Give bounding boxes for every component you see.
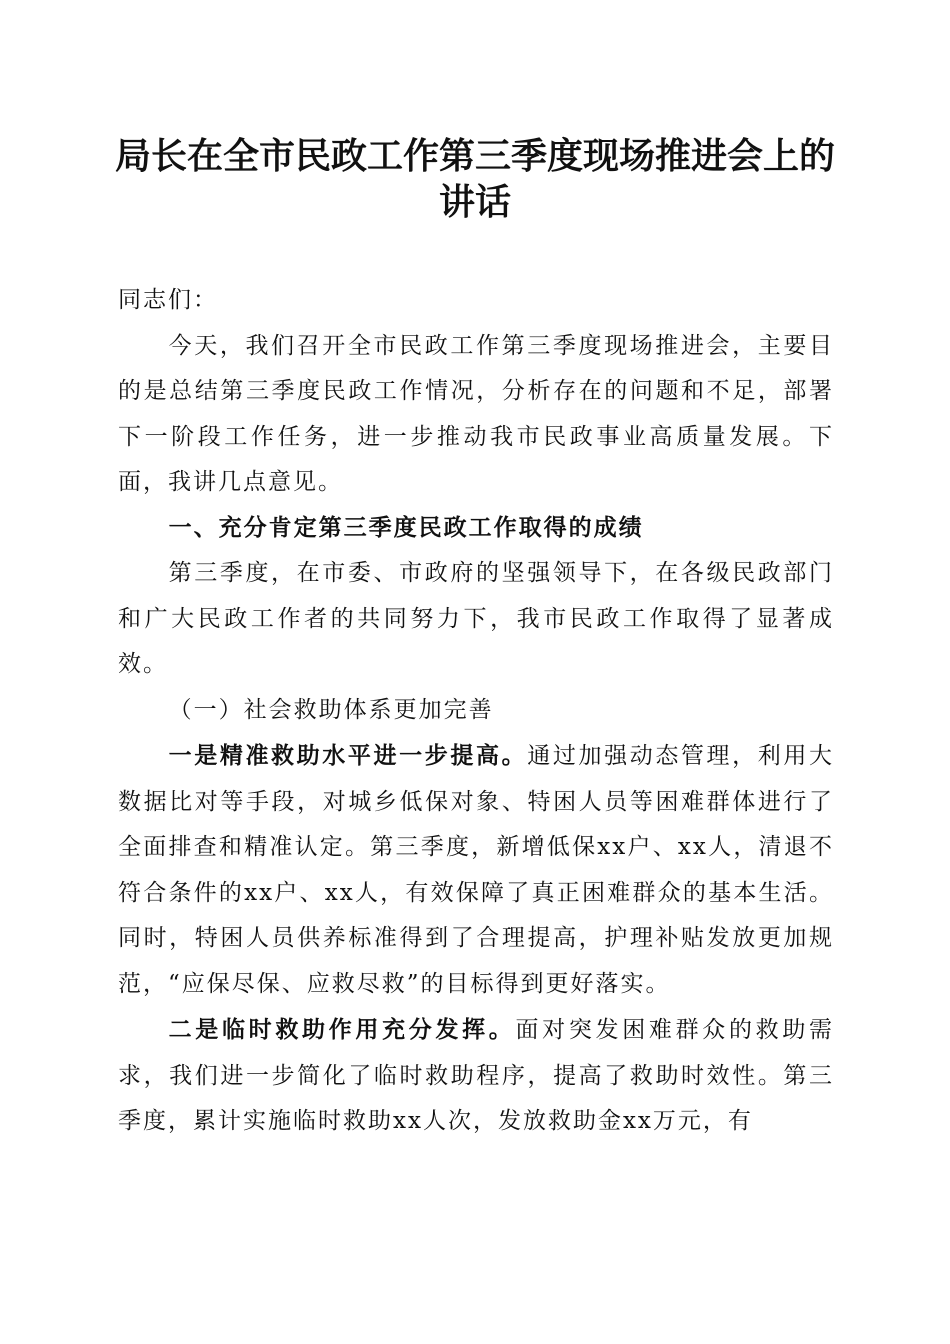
- document-body: [118, 278, 834, 1145]
- subsection-heading-1: （一）社会救助体系更加完善: [168, 696, 494, 723]
- salutation: 同志们：: [118, 287, 218, 313]
- point1-paragraph: [118, 733, 834, 1007]
- point1-lead: 一是精准救助水平进一步提高。: [168, 742, 528, 769]
- point2-lead: 二是临时救助作用充分发挥。: [168, 1016, 516, 1043]
- section-heading-1: 一、充分肯定第三季度民政工作取得的成绩: [168, 514, 644, 541]
- intro-paragraph: 今天，我们召开全市民政工作第三季度现场推进会，主要目的是总结第三季度民政工作情况，分析存在的问题和不足，部署下一阶段工作任务，进一步推动我市民政事业高质量发展。下面，我讲几点意见。: [118, 332, 834, 495]
- document-title: 局长在全市民政工作第三季度现场推进会上的讲话: [114, 136, 835, 223]
- point1-text: 通过加强动态管理，利用大数据比对等手段，对城乡低保对象、特困人员等困难群体进行了全面排查和精准认定。第三季度，新增低保xx户、xx人，清退不符合条件的xx户、xx人，有效保障了真正困难群众的基本生活。同时，特困人员供养标准得到了合理提高，护理补贴发放更加规范，“应保尽保、应救尽救”的目标得到更好落实。: [118, 743, 835, 997]
- point2-text: 面对突发困难群众的救助需求，我们进一步简化了临时救助程序，提高了救助时效性。第三季度，累计实施临时救助xx人次，发放救助金xx万元，有: [118, 1017, 835, 1134]
- point2-paragraph: [118, 1007, 834, 1145]
- section1-intro-paragraph: 第三季度，在市委、市政府的坚强领导下，在各级民政部门和广大民政工作者的共同努力下，我市民政工作取得了显著成效。: [118, 560, 834, 677]
